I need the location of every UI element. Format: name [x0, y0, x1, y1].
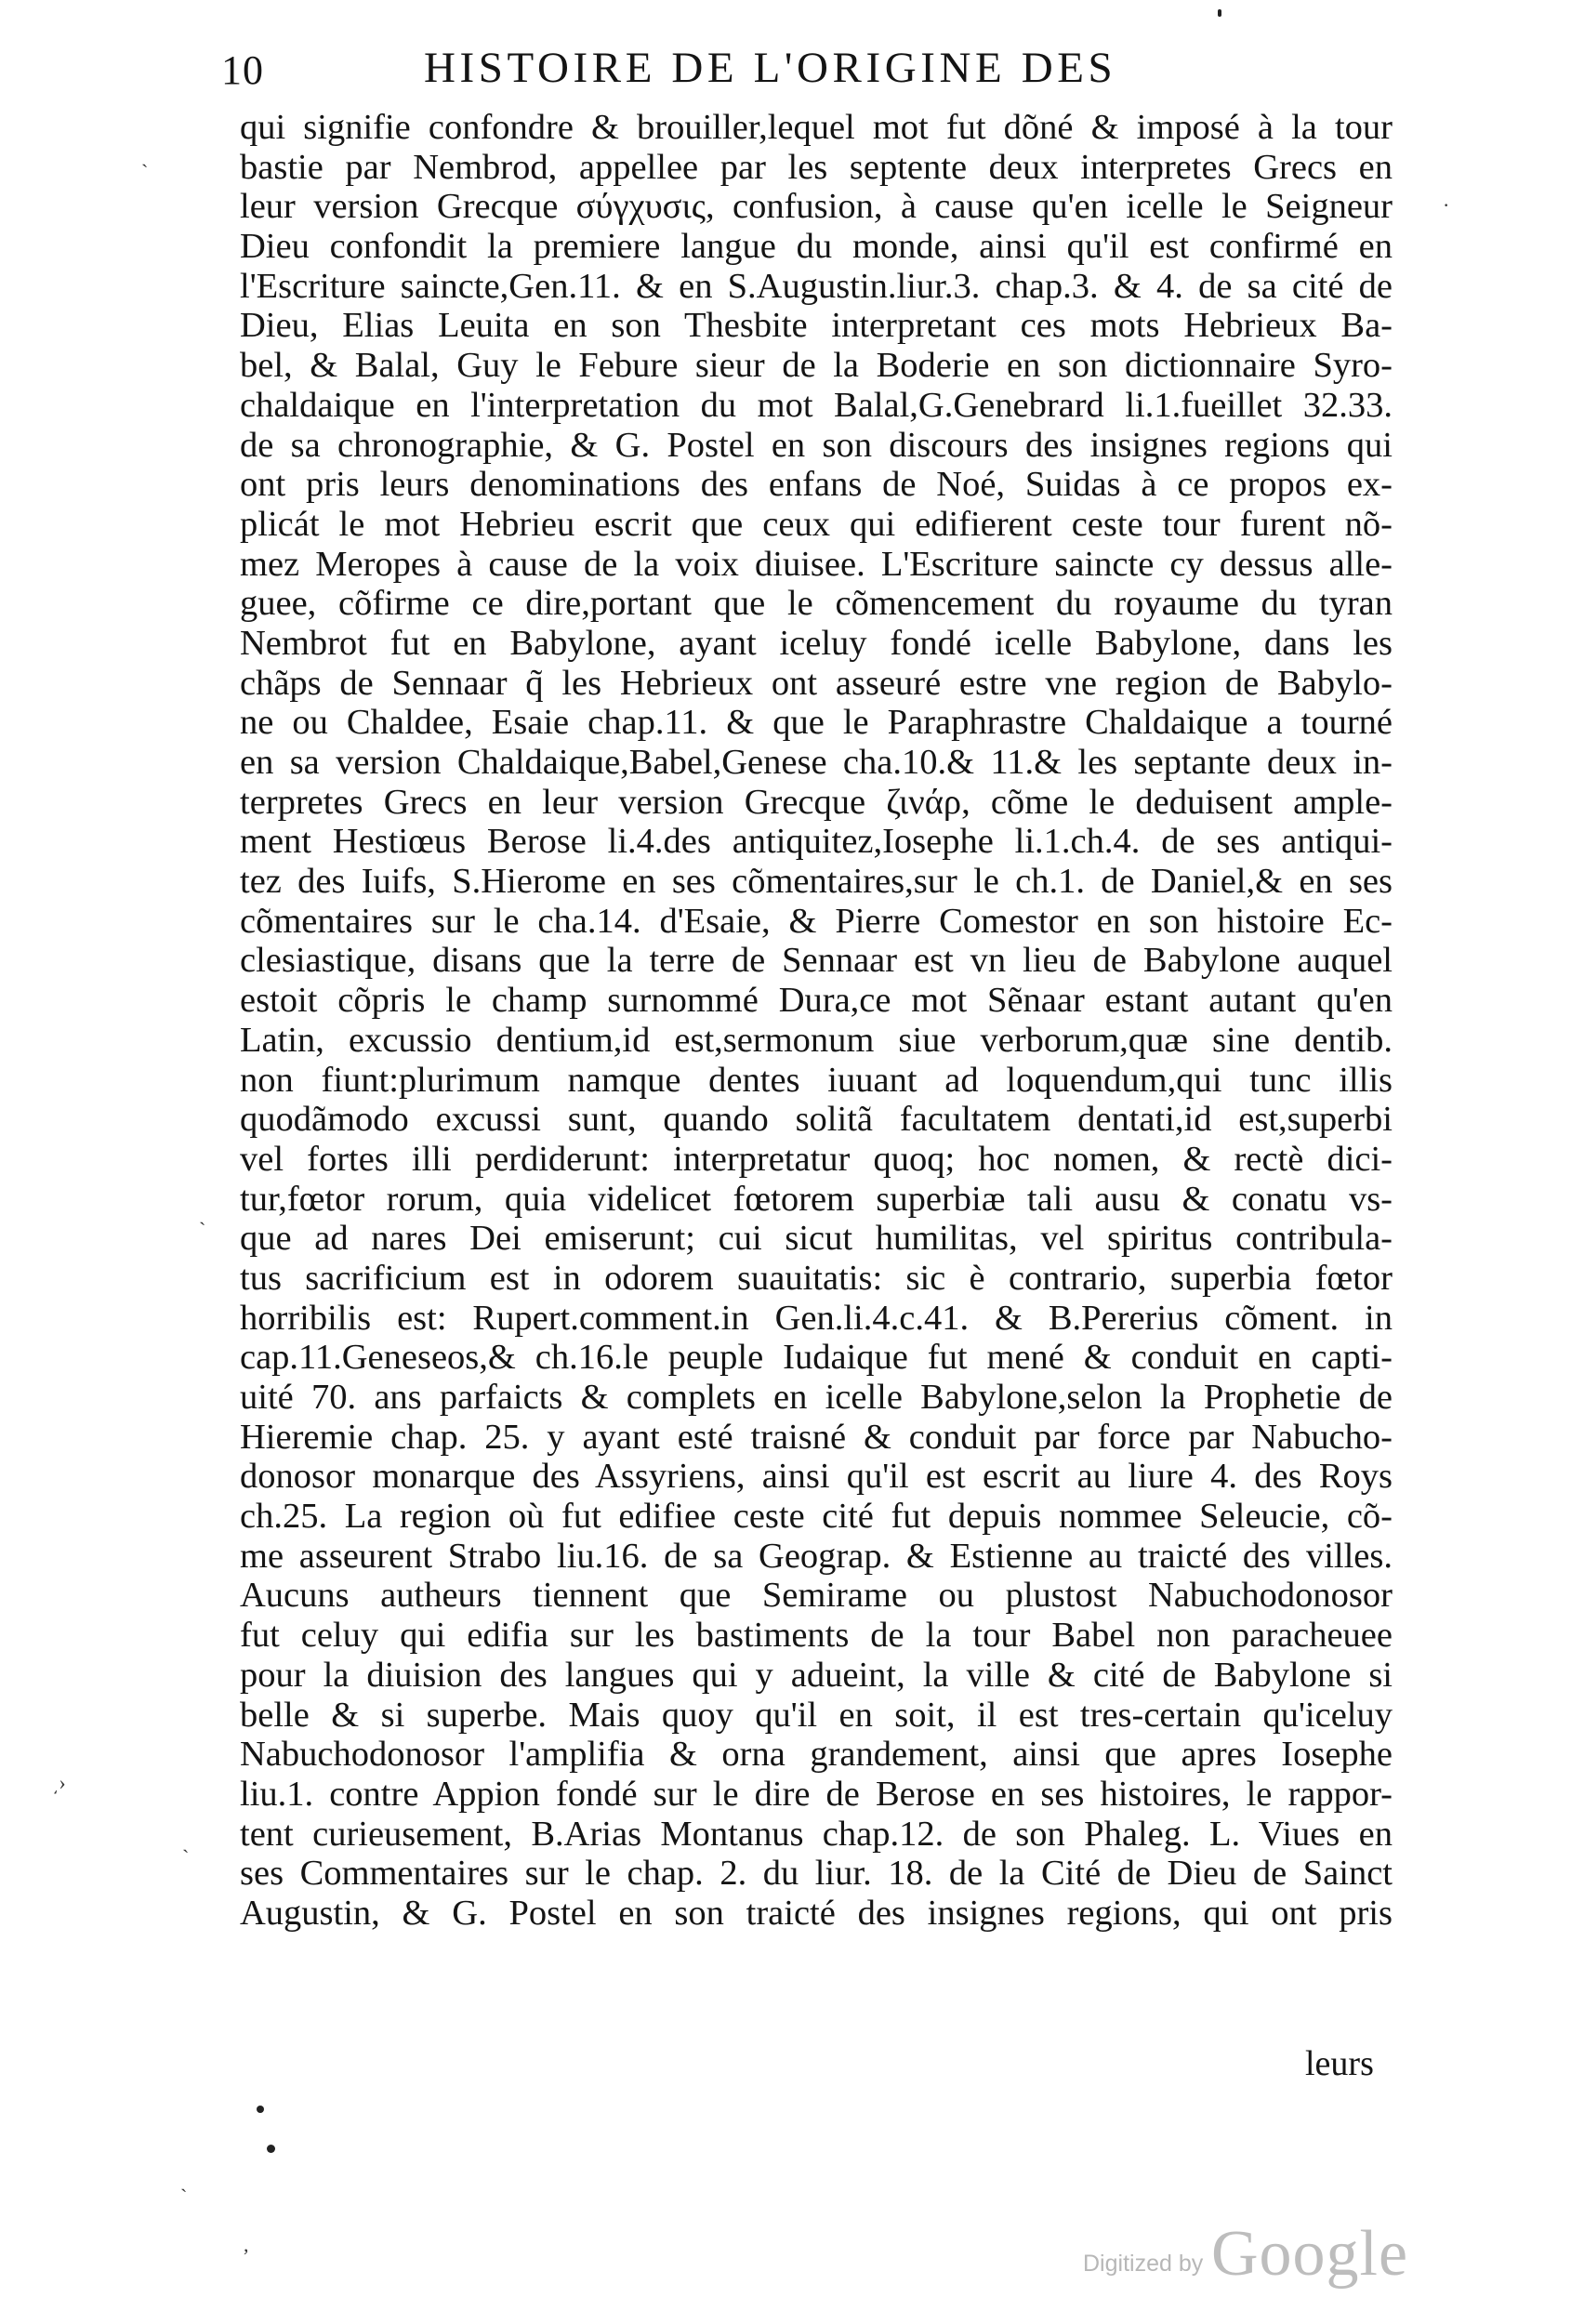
text-line: cõmentaires sur le cha.14. d'Esaie, & Pierre Comestor en son histoire Ec- [240, 901, 1393, 941]
watermark-prefix: Digitized by [1083, 2251, 1204, 2277]
text-line: uité 70. ans parfaicts & complets en icelle Babylone,selon la Prophetie de [240, 1378, 1393, 1417]
running-title: HISTOIRE DE L'ORIGINE DES [424, 44, 1117, 92]
ink-speck [267, 2145, 275, 2153]
margin-tick: ` [182, 1845, 190, 1868]
text-line: me asseurent Strabo liu.16. de sa Geograp. & Estienne au traicté des villes. [240, 1536, 1393, 1576]
text-line: bel, & Balal, Guy le Febure sieur de la Boderie en son dictionnaire Syro- [240, 346, 1393, 386]
text-line: l'Escriture saincte,Gen.11. & en S.Augustin.liur.3. chap.3. & 4. de sa cité de [240, 266, 1393, 306]
text-line: mez Meropes à cause de la voix diuisee. L'Escriture saincte cy dessus alle- [240, 544, 1393, 584]
text-line: Nembrot fut en Babylone, ayant iceluy fondé icelle Babylone, dans les [240, 623, 1393, 663]
digitized-watermark [1083, 2217, 1418, 2291]
text-line: Dieu confondit la premiere langue du monde, ainsi qu'il est confirmé en [240, 227, 1393, 267]
text-line: ne ou Chaldee, Esaie chap.11. & que le Paraphrastre Chaldaique a tourné [240, 703, 1393, 743]
text-line: ment Hestiœus Berose li.4.des antiquitez,Iosephe li.1.ch.4. de ses antiqui- [240, 822, 1393, 862]
text-line: clesiastique, disans que la terre de Sennaar est vn lieu de Babylone auquel [240, 941, 1393, 981]
text-line: Dieu, Elias Leuita en son Thesbite interpretant ces mots Hebrieux Ba- [240, 306, 1393, 346]
text-line: chaldaique en l'interpretation du mot Balal,G.Genebrard li.1.fueillet 32.33. [240, 385, 1393, 425]
text-line: tus sacrificium est in odorem suauitatis: sic è contrario, superbia fœtor [240, 1258, 1393, 1298]
text-line: horribilis est: Rupert.comment.in Gen.li.4.c.41. & B.Pererius cõment. in [240, 1298, 1393, 1338]
text-line: en sa version Chaldaique,Babel,Genese cha.10.& 11.& les septante deux in- [240, 743, 1393, 782]
text-line: Aucuns autheurs tiennent que Semirame ou plustost Nabuchodonosor [240, 1576, 1393, 1616]
text-line: bastie par Nembrod, appellee par les septente deux interpretes Grecs en [240, 147, 1393, 187]
text-line: belle & si superbe. Mais quoy qu'il en soit, il est tres-certain qu'iceluy [240, 1695, 1393, 1735]
text-line: ses Commentaires sur le chap. 2. du liur. 18. de la Cité de Dieu de Sainct [240, 1854, 1393, 1894]
margin-tick: · [1443, 193, 1450, 217]
margin-tick: ` [199, 1218, 206, 1241]
text-line: cap.11.Geneseos,& ch.16.le peuple Iudaique fut mené & conduit en capti- [240, 1338, 1393, 1378]
text-line: donosor monarque des Assyriens, ainsi qu'il est escrit au liure 4. des Roys [240, 1457, 1393, 1497]
text-line: liu.1. contre Appion fondé sur le dire de Berose en ses histoires, le rappor- [240, 1774, 1393, 1814]
text-line: non fiunt:plurimum namque dentes iuuant ad loquendum,qui tunc illis [240, 1060, 1393, 1100]
ink-speck [257, 2106, 264, 2113]
text-line: Augustin, & G. Postel en son traicté des insignes regions, qui ont pris [240, 1893, 1393, 1933]
catchword: leurs [1305, 2044, 1374, 2083]
text-line: pour la diuision des langues qui y adueint, la ville & cité de Babylone si [240, 1655, 1393, 1695]
text-line: quodãmodo excussi sunt, quando solitã facultatem dentati,id est,superbi [240, 1100, 1393, 1140]
text-line: tent curieusement, B.Arias Montanus chap.12. de son Phaleg. L. Viues en [240, 1814, 1393, 1854]
text-line: qui signifie confondre & brouiller,lequel mot fut dõné & imposé à la tour [240, 108, 1393, 147]
text-line: tur,fœtor rorum, quia videlicet fœtorem superbiæ tali ausu & conatu vs- [240, 1179, 1393, 1219]
text-line: que ad nares Dei emiserunt; cui sicut humilitas, vel spiritus contribula- [240, 1219, 1393, 1259]
text-line: chãps de Sennaar q̃ les Hebrieux ont asseuré estre vne region de Babylo- [240, 663, 1393, 703]
page-number: 10 [221, 47, 264, 93]
text-line: Latin, excussio dentium,id est,sermonum siue verborum,quæ sine dentib. [240, 1020, 1393, 1060]
text-line: ont pris leurs denominations des enfans de Noé, Suidas à ce propos ex- [240, 465, 1393, 505]
text-line: Nabuchodonosor l'amplifia & orna grandement, ainsi que apres Iosephe [240, 1735, 1393, 1775]
margin-tick: , [244, 2233, 249, 2256]
body-text [240, 108, 1393, 1934]
text-line: fut celuy qui edifia sur les bastiments de la tour Babel non paracheuee [240, 1616, 1393, 1656]
text-line: de sa chronographie, & G. Postel en son discours des insignes regions qui [240, 425, 1393, 465]
text-line: terpretes Grecs en leur version Grecque ζινάρ, cõme le deduisent ample- [240, 782, 1393, 822]
margin-tick: ` [141, 160, 149, 183]
text-line: Hieremie chap. 25. y ayant esté traisné & conduit par force par Nabucho- [240, 1417, 1393, 1457]
text-line: tez des Iuifs, S.Hierome en ses cõmentaires,sur le ch.1. de Daniel,& en ses [240, 862, 1393, 902]
margin-tick: ` [180, 2185, 188, 2208]
text-line: ch.25. La region où fut edifiee ceste cité fut depuis nommee Seleucie, cõ- [240, 1497, 1393, 1537]
text-line: estoit cõpris le champ surnommé Dura,ce mot Sẽnaar estant autant qu'en [240, 981, 1393, 1021]
google-logo: Google [1211, 2218, 1409, 2290]
text-line: guee, cõfirme ce dire,portant que le cõmencement du royaume du tyran [240, 584, 1393, 624]
margin-tick: ͵› [52, 1771, 66, 1794]
text-line: vel fortes illi perdiderunt: interpretatur quoq; hoc nomen, & rectè dici- [240, 1139, 1393, 1179]
page-header [221, 39, 1225, 104]
text-line: leur version Grecque σύγχυσις, confusion, à cause qu'en icelle le Seigneur [240, 187, 1393, 227]
text-line: plicát le mot Hebrieu escrit que ceux qui edifierent ceste tour furent nõ- [240, 504, 1393, 544]
ink-speck [1218, 9, 1221, 17]
